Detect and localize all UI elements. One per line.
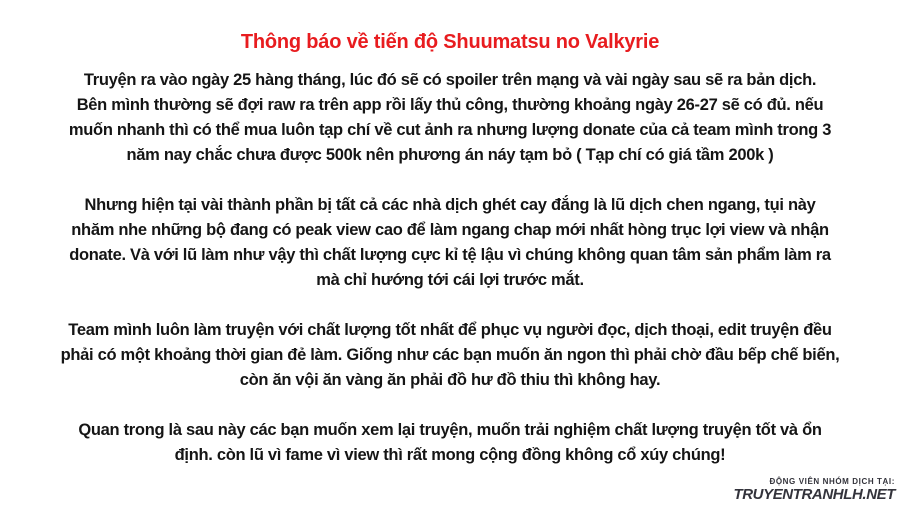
text-line: nhăm nhe những bộ đang có peak view cao để làm ngang chap mới nhất hòng trục lợi view và nhận <box>71 221 829 239</box>
paragraph-closing-appeal <box>40 418 860 468</box>
text-line: Bên mình thường sẽ đợi raw ra trên app rồi lấy thủ công, thường khoảng ngày 26-27 sẽ có đủ. nếu <box>76 96 824 114</box>
text-line: định. còn lũ vì fame vì view thì rất mong cộng đồng không cổ xúy chúng! <box>174 446 726 464</box>
translator-credit <box>733 477 895 503</box>
text-line: Truyện ra vào ngày 25 hàng tháng, lúc đó sẽ có spoiler trên mạng và vài ngày sau sẽ ra bản dịch. <box>83 71 817 89</box>
text-line: mà chỉ hướng tới cái lợi trước mắt. <box>316 271 584 289</box>
page-title: Thông báo về tiến độ Shuumatsu no Valkyrie <box>240 31 660 53</box>
text-line: Team mình luôn làm truyện với chất lượng tốt nhất để phục vụ người đọc, dịch thoại, edit truyện đều <box>68 321 832 339</box>
text-line: phải có một khoảng thời gian đẻ làm. Giống như các bạn muốn ăn ngon thì phải chờ đầu bếp chế biến, <box>60 346 840 364</box>
credit-tagline: ĐỘNG VIÊN NHÓM DỊCH TẠI: <box>769 477 895 486</box>
paragraph-snipers-complaint <box>40 193 860 293</box>
text-line: Nhưng hiện tại vài thành phần bị tất cả các nhà dịch ghét cay đắng là lũ dịch chen ngang, tụi này <box>84 196 816 214</box>
text-line: còn ăn vội ăn vàng ăn phải đồ hư đồ thiu thì không hay. <box>239 371 661 389</box>
paragraph-quality-explanation <box>40 318 860 393</box>
text-line: Quan trong là sau này các bạn muốn xem lại truyện, muốn trải nghiệm chất lượng truyện tốt và ổn <box>78 421 822 439</box>
announcement-body <box>0 68 900 468</box>
text-line: năm nay chắc chưa được 500k nên phương án náy tạm bỏ ( Tạp chí có giá tầm 200k ) <box>126 146 774 164</box>
text-line: muốn nhanh thì có thể mua luôn tạp chí về cut ảnh ra nhưng lượng donate của cả team mình trong 3 <box>68 121 832 139</box>
text-line: donate. Và với lũ làm như vậy thì chất lượng cực kỉ tệ lậu vì chúng không quan tâm sản phẩm làm ra <box>69 246 831 264</box>
paragraph-release-schedule <box>40 68 860 168</box>
credit-site-name: TRUYENTRANHLH.NET <box>733 486 895 503</box>
